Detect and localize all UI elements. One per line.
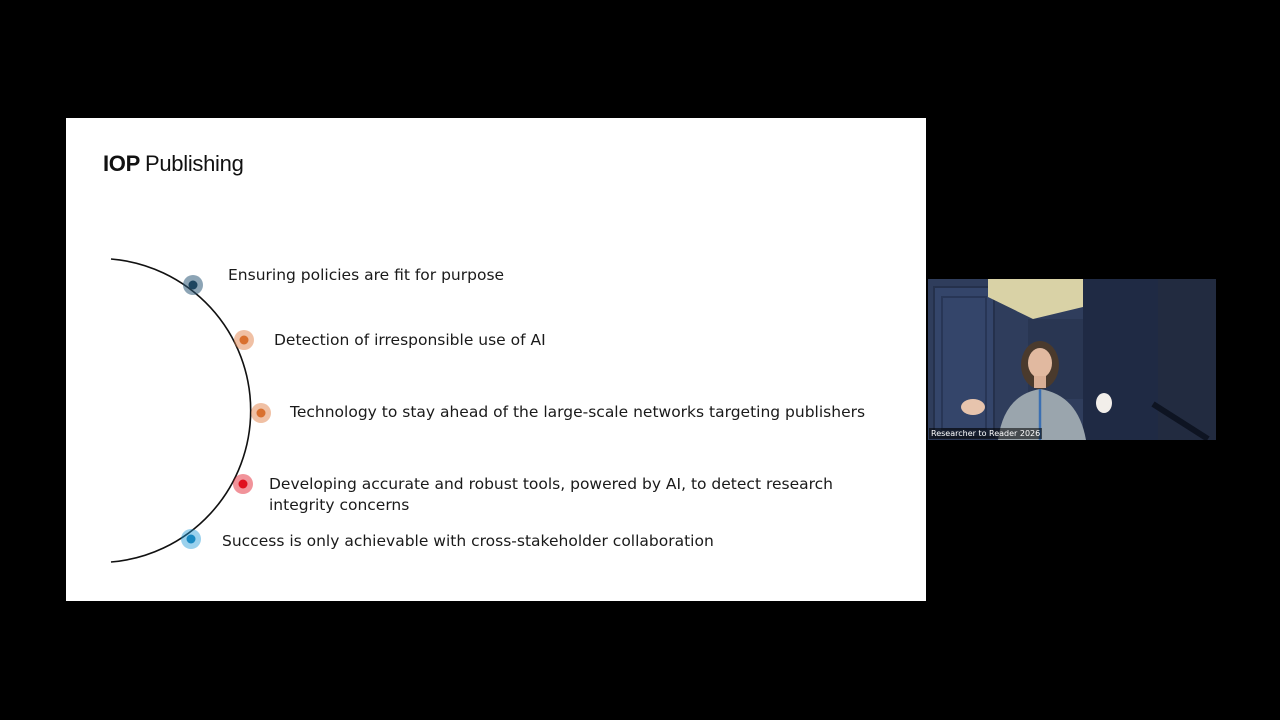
bullet-marker-1: [183, 275, 203, 295]
logo-bold-text: IOP: [103, 151, 140, 176]
bullet-marker-2: [234, 330, 254, 350]
bullet-text-5: Success is only achievable with cross-stakeholder collaboration: [222, 532, 714, 550]
timeline-arc-graphic: [66, 118, 926, 601]
speaker-video-tile[interactable]: [928, 279, 1216, 440]
video-participant-label: Researcher to Reader 2026: [931, 429, 1041, 438]
timeline-arc: [111, 259, 251, 562]
presentation-slide: [66, 118, 926, 601]
bullet-marker-4: [233, 474, 253, 494]
logo-light-text: Publishing: [145, 151, 244, 176]
bullet-text-3: Technology to stay ahead of the large-scale networks targeting publishers: [290, 403, 866, 421]
bullet-marker-3: [251, 403, 271, 423]
bullet-text-1: Ensuring policies are fit for purpose: [228, 266, 505, 284]
speaker-video-feed: [928, 279, 1216, 440]
bullet-text-2: Detection of irresponsible use of AI: [274, 331, 546, 349]
bullet-marker-5: [181, 529, 201, 549]
bullet-text-4: Developing accurate and robust tools, powered by AI, to detect research integrity concerns: [269, 475, 834, 514]
